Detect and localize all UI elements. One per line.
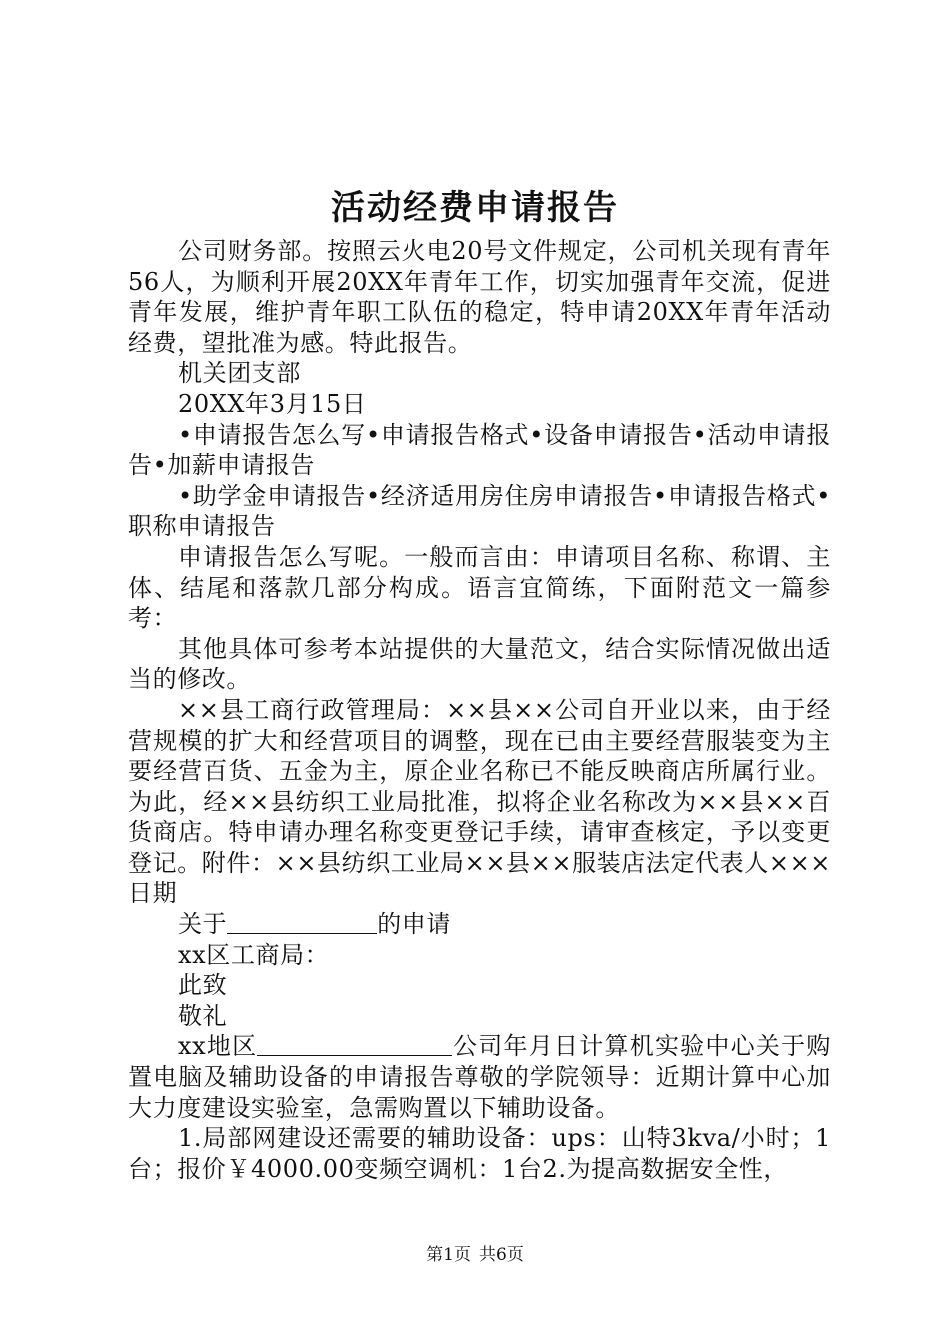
paragraph-related-links-1: •申请报告怎么写•申请报告格式•设备申请报告•活动申请报告•加薪申请报告 [128, 420, 831, 480]
paragraph-equipment-list: 1.局部网建设还需要的辅助设备：ups：山特3kva/小时；1台；报价￥4000.00变频空调机：1台2.为提高数据安全性， [128, 1124, 831, 1183]
paragraph-addressee: xx区工商局： [178, 940, 330, 969]
paragraph-apply-line [128, 909, 831, 940]
page-footer [0, 1243, 950, 1267]
fill-in-blank [257, 1035, 452, 1056]
region-line-rest: 公司年月日计算机实验中心关于购置电脑及辅助设备的申请报告尊敬的学院领导：近期计算中心加大力度建设实验室，急需购置以下辅助设备。 [128, 1032, 831, 1122]
paragraph-region-request [128, 1031, 831, 1123]
paragraph-sample-letter: ××县工商行政管理局：××县××公司自开业以来，由于经营规模的扩大和经营项目的调整，现在已由主要经营服装变为主要经营百货、五金为主，原企业名称已不能反映商店所属行业。为此，经××县纺织工业局批准，拟将企业名称改为××县××百货商店。特申请办理名称变更登记手续，请审查核定，予以变更登记。附件：××县纺织工业局××县××服装店法定代表人×××日期 [128, 695, 831, 908]
page-number: 第1页 [426, 1245, 471, 1265]
paragraph-closing-2: 敬礼 [178, 1001, 228, 1030]
paragraph-reference-note: 其他具体可参考本站提供的大量范文，结合实际情况做出适当的修改。 [128, 634, 831, 694]
region-line-prefix: xx地区 [178, 1032, 258, 1061]
fill-in-blank [227, 913, 377, 934]
paragraph-intro: 公司财务部。按照云火电20号文件规定，公司机关现有青年56人，为顺利开展20XX年青年工作，切实加强青年交流，促进青年发展，维护青年职工队伍的稳定，特申请20XX年青年活动经费，望批准为感。特此报告。 [128, 237, 831, 357]
apply-line-prefix: 关于 [178, 910, 228, 939]
paragraph-how-to-write: 申请报告怎么写呢。一般而言由：申请项目名称、称谓、主体、结尾和落款几部分构成。语言宜简练，下面附范文一篇参考： [128, 542, 831, 633]
page-total: 共6页 [479, 1245, 524, 1265]
paragraph-date: 20XX年3月15日 [178, 389, 367, 418]
document-body [128, 236, 831, 1184]
document-title: 活动经费申请报告 [331, 188, 619, 228]
paragraph-closing-1: 此致 [178, 971, 228, 1000]
paragraph-signature: 机关团支部 [178, 359, 301, 388]
apply-line-suffix: 的申请 [377, 910, 452, 939]
paragraph-related-links-2: •助学金申请报告•经济适用房住房申请报告•申请报告格式•职称申请报告 [128, 481, 831, 541]
